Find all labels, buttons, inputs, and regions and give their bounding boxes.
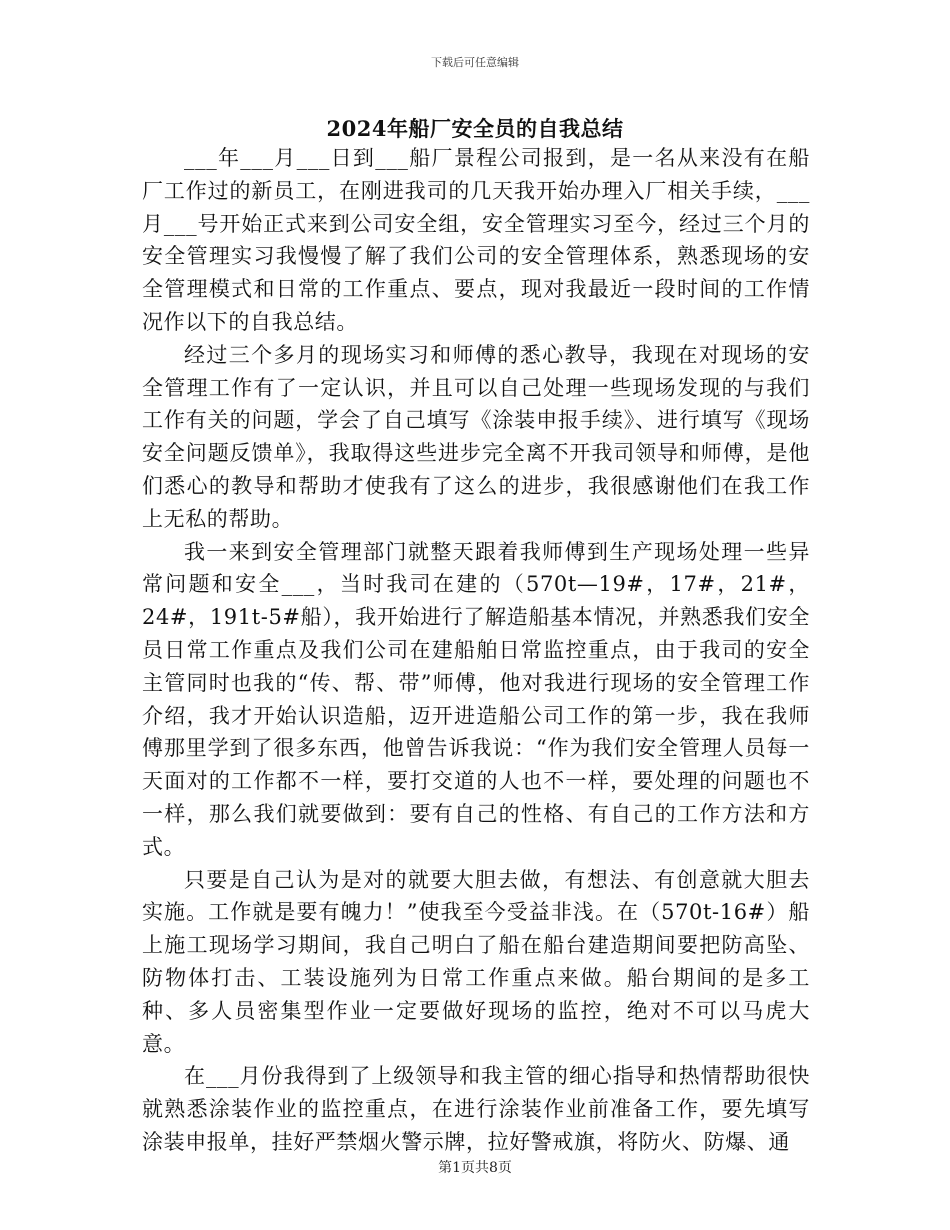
- paragraph-2: 经过三个多月的现场实习和师傅的悉心教导，我现在对现场的安全管理工作有了一定认识，并且可以自己处理一些现场发现的与我们工作有关的问题，学会了自己填写《涂装申报手续》、进行填写《现场安全问题反馈单》，我取得这些进步完全离不开我司领导和师傅，是他们悉心的教导和帮助才使我有了这么的进步，我很感谢他们在我工作上无私的帮助。: [142, 342, 810, 531]
- paragraph-1: ___年___月___日到___船厂景程公司报到，是一名从来没有在船厂工作过的新员工，在刚进我司的几天我开始办理入厂相关手续，___月___号开始正式来到公司安全组，安全管理实习至今，经过三个月的安全管理实习我慢慢了解了我们公司的安全管理体系，熟悉现场的安全管理模式和日常的工作重点、要点，现对我最近一段时间的工作情况作以下的自我总结。: [142, 146, 810, 334]
- paragraph-4: 只要是自己认为是对的就要大胆去做，有想法、有创意就大胆去实施。工作就是要有魄力！”使我至今受益非浅。在（570t-16#）船上施工现场学习期间，我自己明白了船在船台建造期间要把防高坠、防物体打击、工装设施列为日常工作重点来做。船台期间的是多工种、多人员密集型作业一定要做好现场的监控，绝对不可以马虎大意。: [142, 867, 810, 1056]
- paragraph-5: 在___月份我得到了上级领导和我主管的细心指导和热情帮助很快就熟悉涂装作业的监控重点，在进行涂装作业前准备工作，要先填写涂装申报单，挂好严禁烟火警示牌，拉好警戒旗，将防火、防爆、通: [142, 1064, 810, 1154]
- page-header-note: 下载后可任意编辑: [431, 56, 519, 69]
- paragraph-3: 我一来到安全管理部门就整天跟着我师傅到生产现场处理一些异常问题和安全___，当时我司在建的（570t—19#，17#，21#，24#，191t-5#船），我开始进行了解造船基本情况，并熟悉我们安全员日常工作重点及我们公司在建船舶日常监控重点，由于我司的安全主管同时也我的“传、帮、带”师傅，他对我进行现场的安全管理工作介绍，我才开始认识造船，迈开进造船公司工作的第一步，我在我师傅那里学到了很多东西，他曾告诉我说：“作为我们安全管理人员每一天面对的工作都不一样，要打交道的人也不一样，要处理的问题也不一样，那么我们就要做到：要有自己的性格、有自己的工作方法和方式。: [142, 539, 810, 859]
- document-body: [142, 142, 810, 1159]
- page-number: 第1页共8页: [438, 1160, 512, 1176]
- document-title: 2024年船厂安全员的自我总结: [326, 116, 624, 141]
